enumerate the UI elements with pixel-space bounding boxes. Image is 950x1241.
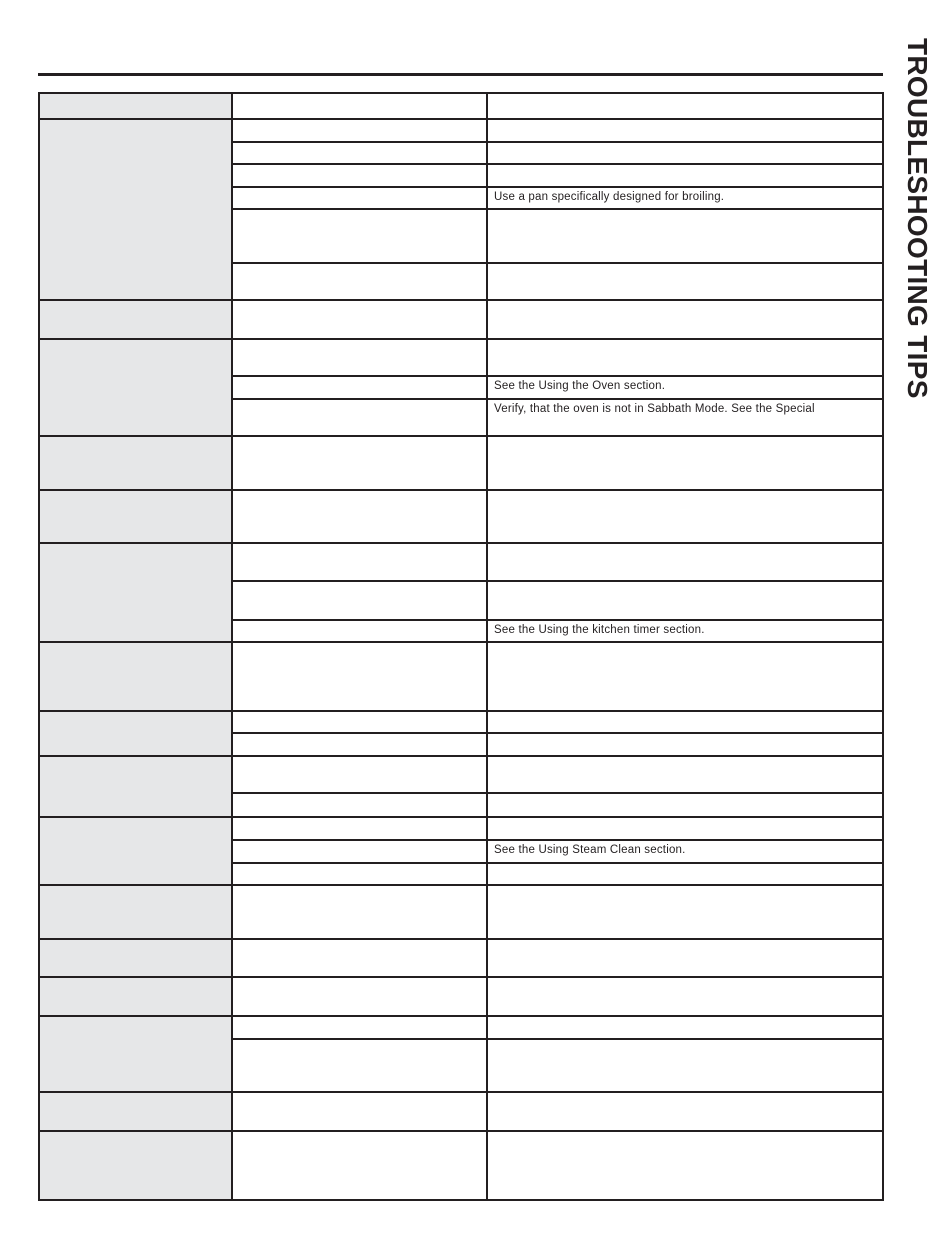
todo-cell <box>487 263 883 300</box>
todo-cell <box>487 119 883 142</box>
table-row <box>39 711 883 733</box>
cause-cell <box>232 840 487 863</box>
table-header-row <box>39 93 883 119</box>
todo-cell <box>487 300 883 339</box>
cause-cell <box>232 977 487 1016</box>
cause-cell <box>232 142 487 164</box>
problem-cell <box>39 436 232 490</box>
cause-cell <box>232 642 487 711</box>
cause-cell <box>232 263 487 300</box>
cause-cell <box>232 793 487 817</box>
todo-text <box>494 143 876 146</box>
cause-cell <box>232 863 487 885</box>
cause-cell <box>232 436 487 490</box>
todo-cell <box>487 620 883 642</box>
cause-cell <box>232 939 487 977</box>
table-row <box>39 339 883 376</box>
cause-cell <box>232 1131 487 1200</box>
todo-text: See the Using the kitchen timer section. <box>494 624 705 636</box>
todo-text <box>494 1132 876 1135</box>
side-title-text: TROUBLESHOOTING TIPS <box>902 38 933 399</box>
todo-text <box>494 301 876 304</box>
todo-text <box>494 340 876 343</box>
problem-cell <box>39 339 232 436</box>
cause-cell <box>232 1039 487 1092</box>
todo-cell <box>487 642 883 711</box>
header-cause <box>232 93 487 119</box>
todo-text <box>494 818 876 821</box>
table-row <box>39 300 883 339</box>
todo-text <box>494 940 876 943</box>
todo-text <box>494 210 876 213</box>
todo-text <box>494 712 876 715</box>
header-problem <box>39 93 232 119</box>
table-row <box>39 436 883 490</box>
problem-cell <box>39 885 232 939</box>
todo-text <box>494 757 876 760</box>
problem-cell <box>39 119 232 300</box>
troubleshooting-table <box>38 92 884 1201</box>
todo-text <box>494 1017 876 1020</box>
cause-cell <box>232 164 487 187</box>
todo-cell <box>487 436 883 490</box>
todo-cell <box>487 756 883 793</box>
todo-text: See the Using the Oven section. <box>494 380 666 392</box>
todo-cell <box>487 399 883 436</box>
todo-text <box>494 864 876 867</box>
cause-cell <box>232 209 487 263</box>
todo-cell <box>487 977 883 1016</box>
cause-cell <box>232 119 487 142</box>
problem-cell <box>39 817 232 885</box>
todo-cell <box>487 209 883 263</box>
todo-cell <box>487 817 883 840</box>
table-row <box>39 1131 883 1200</box>
todo-text <box>494 437 876 440</box>
table-row <box>39 1092 883 1131</box>
todo-text: See the Using Steam Clean section. <box>494 844 686 856</box>
cause-cell <box>232 187 487 209</box>
todo-cell <box>487 339 883 376</box>
table-row <box>39 817 883 840</box>
cause-cell <box>232 1016 487 1039</box>
todo-cell <box>487 1039 883 1092</box>
cause-cell <box>232 711 487 733</box>
header-todo <box>487 93 883 119</box>
problem-cell <box>39 756 232 817</box>
header-rule <box>38 73 883 76</box>
problem-cell <box>39 939 232 977</box>
cause-cell <box>232 620 487 642</box>
todo-text <box>494 544 876 547</box>
todo-text: Verify, that the oven is not in Sabbath Mode. See the Special <box>494 403 815 415</box>
todo-text <box>494 734 876 737</box>
problem-cell <box>39 642 232 711</box>
problem-cell <box>39 711 232 756</box>
todo-cell <box>487 1092 883 1131</box>
cause-cell <box>232 885 487 939</box>
todo-cell <box>487 581 883 620</box>
table-row <box>39 490 883 543</box>
todo-cell <box>487 840 883 863</box>
todo-cell <box>487 376 883 399</box>
todo-text <box>494 978 876 981</box>
todo-cell <box>487 733 883 756</box>
table-row <box>39 1016 883 1039</box>
cause-cell <box>232 490 487 543</box>
todo-text <box>494 794 876 797</box>
todo-cell <box>487 142 883 164</box>
problem-cell <box>39 977 232 1016</box>
cause-cell <box>232 756 487 793</box>
cause-cell <box>232 817 487 840</box>
todo-text: Use a pan specifically designed for broiling. <box>494 191 725 203</box>
cause-cell <box>232 581 487 620</box>
todo-text <box>494 643 876 646</box>
problem-cell <box>39 1092 232 1131</box>
table-row <box>39 939 883 977</box>
todo-cell <box>487 164 883 187</box>
table-row <box>39 642 883 711</box>
cause-cell <box>232 733 487 756</box>
table-row <box>39 977 883 1016</box>
todo-cell <box>487 793 883 817</box>
todo-cell <box>487 1016 883 1039</box>
problem-cell <box>39 490 232 543</box>
cause-cell <box>232 300 487 339</box>
todo-cell <box>487 490 883 543</box>
todo-cell <box>487 863 883 885</box>
todo-cell <box>487 543 883 581</box>
table-row <box>39 756 883 793</box>
cause-cell <box>232 339 487 376</box>
cause-cell <box>232 376 487 399</box>
table-row <box>39 119 883 142</box>
section-side-title <box>897 38 937 458</box>
todo-text <box>494 165 876 168</box>
todo-text <box>494 491 876 494</box>
todo-text <box>494 120 876 123</box>
todo-cell <box>487 1131 883 1200</box>
todo-cell <box>487 711 883 733</box>
cause-cell <box>232 399 487 436</box>
table-row <box>39 543 883 581</box>
problem-cell <box>39 1016 232 1092</box>
todo-text <box>494 1093 876 1096</box>
todo-cell <box>487 187 883 209</box>
table-row <box>39 885 883 939</box>
todo-cell <box>487 885 883 939</box>
todo-text <box>494 582 876 585</box>
cause-cell <box>232 543 487 581</box>
cause-cell <box>232 1092 487 1131</box>
problem-cell <box>39 543 232 642</box>
todo-cell <box>487 939 883 977</box>
todo-text <box>494 886 876 889</box>
todo-text <box>494 264 876 267</box>
problem-cell <box>39 300 232 339</box>
problem-cell <box>39 1131 232 1200</box>
todo-text <box>494 1040 876 1043</box>
